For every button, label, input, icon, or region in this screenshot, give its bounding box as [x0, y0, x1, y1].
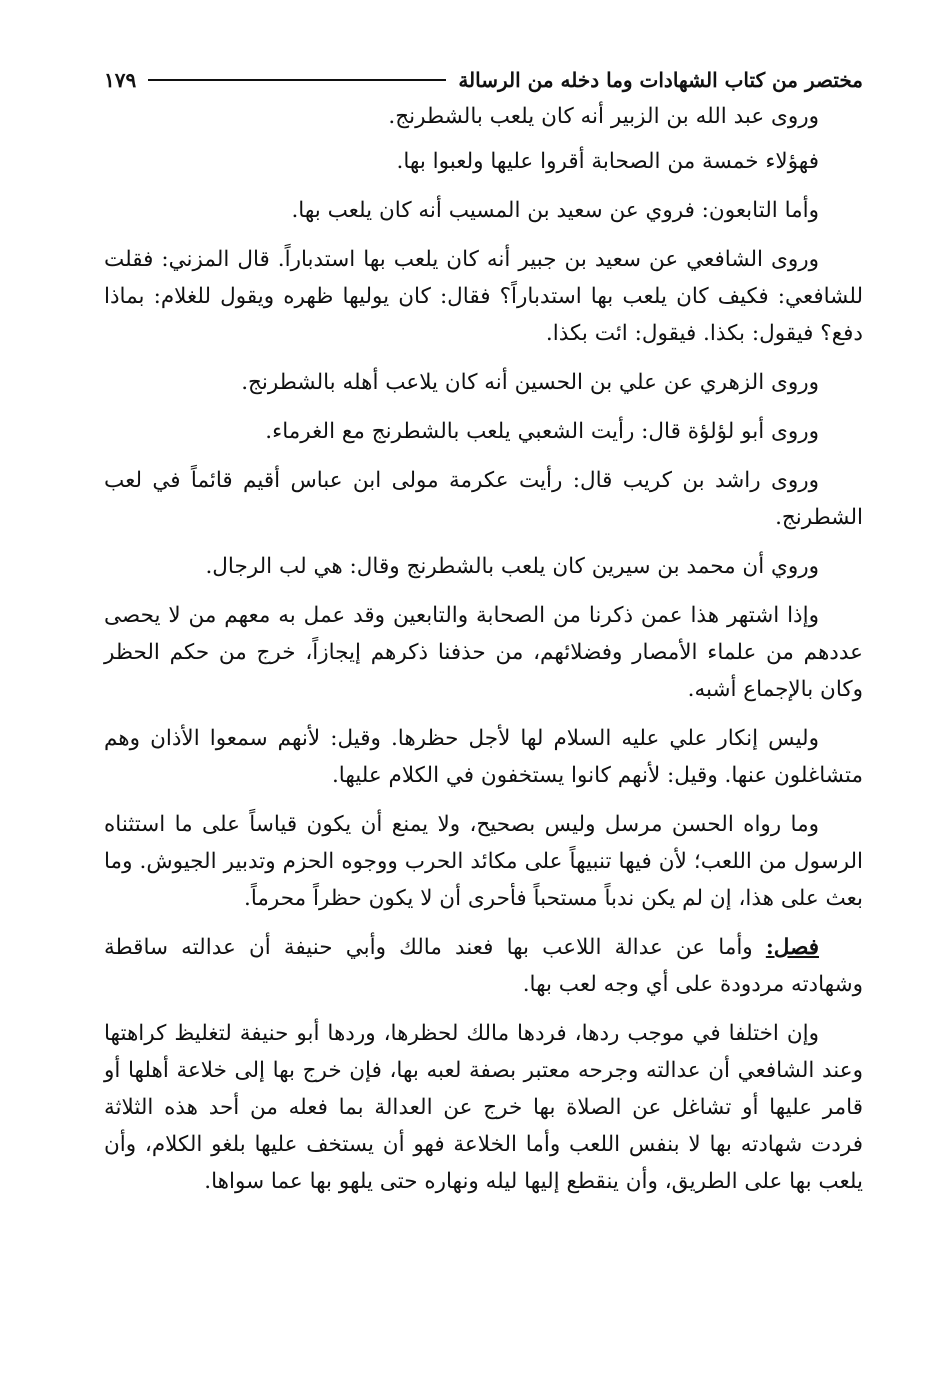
paragraph: [104, 462, 863, 536]
running-header-title: مختصر من كتاب الشهادات وما دخله من الرسالة: [458, 68, 863, 92]
paragraph-text: وروى الشافعي عن سعيد بن جبير أنه كان يلعب بها استدباراً. قال المزني: فقلت للشافعي: فكيف كان يلعب بها استدباراً؟ فقال: كان يوليها ظهره ويقول للغلام: بماذا دفع؟ فيقول: بكذا. فيقول: ائت بكذا.: [104, 247, 863, 346]
paragraph-text: وأما التابعون: فروي عن سعيد بن المسيب أنه كان يلعب بها.: [291, 198, 819, 223]
paragraph: [104, 1015, 863, 1200]
paragraph: [104, 98, 863, 135]
paragraph-text: وما رواه الحسن مرسل وليس بصحيح، ولا يمنع أن يكون قياساً على ما استثناه الرسول من اللعب؛ لأن فيها تنبيهاً على مكائد الحرب ووجوه الحزم وتدبير الجيوش. وما بعث على هذا، إن لم يكن ندباً مستحباً فأحرى أن لا يكون حظراً محرماً.: [104, 812, 863, 911]
body-text: [104, 98, 863, 1200]
paragraph: [104, 364, 863, 401]
paragraph-text: وأما عن عدالة اللاعب بها فعند مالك وأبي حنيفة أن عدالته ساقطة وشهادته مردودة على أي وجه لعب بها.: [104, 935, 863, 997]
paragraph: [104, 192, 863, 229]
paragraph-text: وروى عبد الله بن الزبير أنه كان يلعب بالشطرنج.: [388, 104, 819, 129]
page-number: ١٧٩: [104, 68, 137, 92]
header-rule: [148, 79, 446, 81]
paragraph: [104, 143, 863, 180]
paragraph-text: فهؤلاء خمسة من الصحابة أقروا عليها ولعبوا بها.: [396, 149, 819, 174]
paragraph: [104, 241, 863, 352]
paragraph-text: وإذا اشتهر هذا عمن ذكرنا من الصحابة والتابعين وقد عمل به معهم من لا يحصى عددهم من علماء الأمصار وفضلائهم، من حذفنا ذكرهم إيجازاً، خرج من حكم الحظر وكان بالإجماع أشبه.: [104, 603, 863, 702]
paragraph-text: وإن اختلفا في موجب ردها، فردها مالك لحظرها، وردها أبو حنيفة لتغليظ كراهتها وعند الشافعي أن عدالته وجرحه معتبر بصفة لعبه بها، فإن خرج بها إلى خلاعة أهلها أو قامر عليها أو تشاغل عن الصلاة بها خرج عن العدالة بما فعله من أحد هذه الثلاثة فردت شهادته بها لا بنفس اللعب وأما الخلاعة فهو أن يستخف عليها بلغو الكلام، وأن يلعب بها على الطريق، وأن ينقطع إليها ليله ونهاره حتى يلهو بها عما سواها.: [104, 1021, 863, 1194]
paragraph: [104, 720, 863, 794]
paragraph-text: وروى الزهري عن علي بن الحسين أنه كان يلاعب أهله بالشطرنج.: [241, 370, 819, 395]
paragraph-text: وروى راشد بن كريب قال: رأيت عكرمة مولى ابن عباس أقيم قائماً في لعب الشطرنج.: [104, 468, 863, 530]
section-paragraph: [104, 929, 863, 1003]
running-header: [104, 62, 863, 98]
paragraph-text: وروي أن محمد بن سيرين كان يلعب بالشطرنج وقال: هي لب الرجال.: [205, 554, 819, 579]
paragraph: [104, 597, 863, 708]
paragraph-text: وليس إنكار علي عليه السلام لها لأجل حظرها. وقيل: لأنهم سمعوا الأذان وهم متشاغلون عنها. وقيل: لأنهم كانوا يستخفون في الكلام عليها.: [104, 726, 863, 788]
section-heading: فصل:: [765, 935, 819, 960]
paragraph: [104, 413, 863, 450]
paragraph-text: وروى أبو لؤلؤة قال: رأيت الشعبي يلعب بالشطرنج مع الغرماء.: [265, 419, 819, 444]
paragraph: [104, 806, 863, 917]
paragraph: [104, 548, 863, 585]
